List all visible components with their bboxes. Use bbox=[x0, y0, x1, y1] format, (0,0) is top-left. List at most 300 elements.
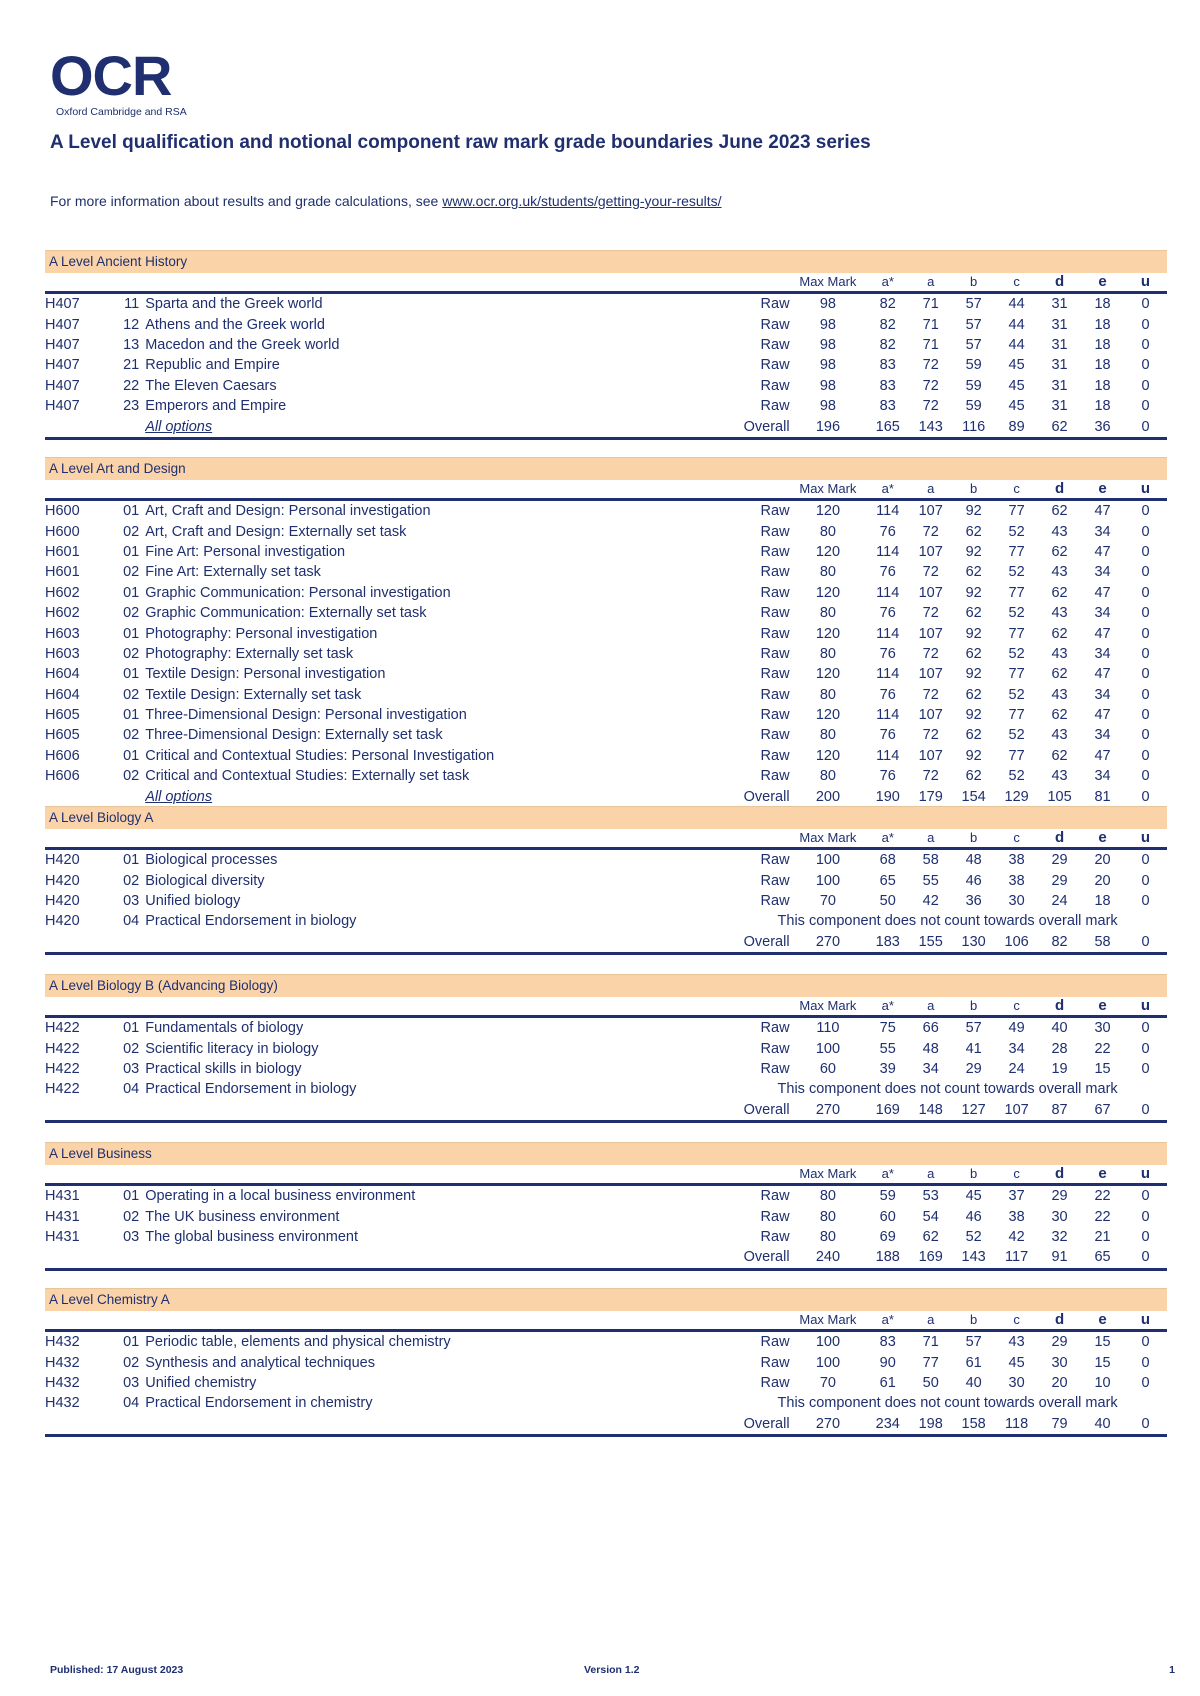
table-row bbox=[45, 1393, 1167, 1413]
table-row bbox=[45, 911, 1167, 931]
overall-row bbox=[45, 932, 1167, 954]
grade-table bbox=[45, 480, 1167, 810]
max-mark-value: 70 bbox=[819, 1374, 836, 1391]
overall-label: Overall bbox=[728, 1247, 789, 1269]
overall-grade-value: 107 bbox=[995, 1100, 1038, 1122]
header-spacer bbox=[117, 829, 146, 849]
mark-type: Raw bbox=[760, 605, 790, 622]
grade-header: a* bbox=[866, 1311, 909, 1331]
footer bbox=[50, 1664, 1175, 1676]
table-row bbox=[45, 705, 1167, 725]
grade-table bbox=[45, 997, 1167, 1123]
qualification-code: H601 bbox=[45, 564, 80, 581]
grade-boundary-value: 107 bbox=[918, 666, 943, 683]
grade-boundary-value: 114 bbox=[876, 707, 900, 724]
grade-boundary-value: 48 bbox=[922, 1040, 939, 1057]
overall-spacer bbox=[117, 1100, 146, 1122]
grade-table bbox=[45, 829, 1167, 955]
header-spacer bbox=[728, 1165, 789, 1185]
qualification-code: H422 bbox=[45, 1020, 80, 1037]
qualification-code: H407 bbox=[45, 316, 80, 333]
component-name: Periodic table, elements and physical chemistry bbox=[145, 1334, 451, 1351]
overall-spacer bbox=[45, 1247, 117, 1269]
overall-label: Overall bbox=[728, 786, 789, 808]
table-row bbox=[45, 542, 1167, 562]
grade-boundary-value: 57 bbox=[965, 296, 982, 313]
page-title: A Level qualification and notional component raw mark grade boundaries June 2023 series bbox=[50, 132, 871, 153]
component-name: Practical skills in biology bbox=[145, 1060, 302, 1077]
grade-boundary-value: 65 bbox=[879, 872, 896, 889]
grade-boundary-value: 59 bbox=[965, 357, 982, 374]
section-title: A Level Business bbox=[45, 1142, 1167, 1165]
component-name: Athens and the Greek world bbox=[145, 316, 325, 333]
mark-type: Raw bbox=[760, 625, 790, 642]
qualification-code: H407 bbox=[45, 398, 80, 415]
mark-type: Raw bbox=[760, 1228, 790, 1245]
max-mark-value: 120 bbox=[815, 707, 841, 724]
overall-grade-value: 81 bbox=[1081, 786, 1124, 808]
grade-boundary-value: 0 bbox=[1141, 872, 1150, 889]
component-number: 01 bbox=[123, 584, 140, 601]
component-name: The global business environment bbox=[145, 1228, 359, 1245]
grade-boundary-value: 43 bbox=[1051, 768, 1068, 785]
table-row bbox=[45, 746, 1167, 766]
version-label: Version 1.2 bbox=[584, 1664, 640, 1676]
grade-boundary-value: 72 bbox=[922, 686, 939, 703]
intro-label: For more information about results and grade calculations, see bbox=[50, 193, 443, 209]
max-mark-value: 98 bbox=[819, 398, 836, 415]
grade-boundary-value: 45 bbox=[965, 1188, 982, 1205]
max-mark-value: 98 bbox=[819, 357, 836, 374]
grade-section bbox=[45, 457, 1167, 810]
header-spacer bbox=[145, 1311, 728, 1331]
table-row bbox=[45, 664, 1167, 684]
mark-type: Raw bbox=[760, 1060, 790, 1077]
component-name: The Eleven Caesars bbox=[145, 377, 277, 394]
grade-boundary-value: 28 bbox=[1051, 1040, 1068, 1057]
grade-boundary-value: 44 bbox=[1008, 336, 1025, 353]
grade-boundary-value: 76 bbox=[879, 768, 896, 785]
grade-boundary-value: 57 bbox=[965, 1334, 982, 1351]
grade-header: u bbox=[1124, 829, 1167, 849]
table-row bbox=[45, 766, 1167, 786]
overall-max-mark: 196 bbox=[790, 416, 867, 438]
overall-grade-value: 198 bbox=[909, 1414, 952, 1436]
grade-boundary-value: 0 bbox=[1141, 747, 1150, 764]
table-row bbox=[45, 1185, 1167, 1207]
grade-boundary-value: 0 bbox=[1141, 892, 1150, 909]
grade-boundary-value: 62 bbox=[965, 645, 982, 662]
grade-boundary-value: 43 bbox=[1051, 645, 1068, 662]
grade-boundary-value: 0 bbox=[1141, 398, 1150, 415]
grade-boundary-value: 47 bbox=[1094, 666, 1111, 683]
overall-label: Overall bbox=[728, 416, 789, 438]
max-mark-header: Max Mark bbox=[790, 1311, 867, 1331]
grade-boundary-value: 76 bbox=[879, 645, 896, 662]
component-number: 02 bbox=[123, 1354, 140, 1371]
grade-boundary-value: 92 bbox=[965, 503, 982, 520]
grade-header: u bbox=[1124, 273, 1167, 293]
grade-header: e bbox=[1081, 273, 1124, 293]
grade-boundary-value: 43 bbox=[1051, 727, 1068, 744]
overall-spacer bbox=[45, 1414, 117, 1436]
grade-boundary-value: 71 bbox=[922, 336, 939, 353]
qualification-code: H602 bbox=[45, 584, 80, 601]
overall-grade-value: 87 bbox=[1038, 1100, 1081, 1122]
results-link[interactable]: www.ocr.org.uk/students/getting-your-results/ bbox=[442, 193, 722, 209]
header-spacer bbox=[728, 480, 789, 500]
header-row bbox=[45, 273, 1167, 293]
grade-boundary-value: 62 bbox=[965, 727, 982, 744]
grade-boundary-value: 21 bbox=[1094, 1228, 1111, 1245]
overall-grade-value: 0 bbox=[1124, 416, 1167, 438]
grade-boundary-value: 34 bbox=[1094, 686, 1111, 703]
grade-boundary-value: 77 bbox=[1008, 625, 1025, 642]
overall-max-mark: 270 bbox=[790, 1414, 867, 1436]
grade-boundary-value: 0 bbox=[1141, 316, 1150, 333]
max-mark-value: 120 bbox=[815, 503, 841, 520]
header-spacer bbox=[728, 273, 789, 293]
grade-boundary-value: 72 bbox=[922, 523, 939, 540]
overall-grade-value: 0 bbox=[1124, 1100, 1167, 1122]
grade-header: u bbox=[1124, 1311, 1167, 1331]
grade-boundary-value: 32 bbox=[1051, 1228, 1068, 1245]
component-number: 03 bbox=[123, 1374, 140, 1391]
grade-boundary-value: 55 bbox=[879, 1040, 896, 1057]
grade-boundary-value: 44 bbox=[1008, 316, 1025, 333]
page-number: 1 bbox=[1169, 1664, 1175, 1676]
qualification-code: H601 bbox=[45, 543, 80, 560]
overall-grade-value: 154 bbox=[952, 786, 995, 808]
grade-boundary-value: 0 bbox=[1141, 377, 1150, 394]
grade-boundary-value: 72 bbox=[922, 564, 939, 581]
table-row bbox=[45, 1017, 1167, 1039]
grade-boundary-value: 24 bbox=[1051, 892, 1068, 909]
overall-grade-value: 129 bbox=[995, 786, 1038, 808]
mark-type: Raw bbox=[760, 1334, 790, 1351]
grade-boundary-value: 57 bbox=[965, 1020, 982, 1037]
component-number: 22 bbox=[123, 377, 140, 394]
header-spacer bbox=[117, 997, 146, 1017]
header-spacer bbox=[728, 997, 789, 1017]
table-row bbox=[45, 725, 1167, 745]
grade-boundary-value: 0 bbox=[1141, 666, 1150, 683]
header-row bbox=[45, 1165, 1167, 1185]
grade-header: d bbox=[1038, 1311, 1081, 1331]
component-note: This component does not count towards overall mark bbox=[777, 913, 1118, 930]
grade-boundary-value: 72 bbox=[922, 377, 939, 394]
grade-boundary-value: 39 bbox=[879, 1060, 896, 1077]
overall-grade-value: 190 bbox=[866, 786, 909, 808]
max-mark-value: 120 bbox=[815, 584, 841, 601]
grade-boundary-value: 31 bbox=[1051, 357, 1068, 374]
grade-header: b bbox=[952, 273, 995, 293]
grade-boundary-value: 54 bbox=[922, 1208, 939, 1225]
grade-boundary-value: 0 bbox=[1141, 645, 1150, 662]
component-number: 01 bbox=[123, 1334, 140, 1351]
grade-boundary-value: 20 bbox=[1094, 852, 1111, 869]
grade-boundary-value: 66 bbox=[922, 1020, 939, 1037]
max-mark-value: 98 bbox=[819, 377, 836, 394]
qualification-code: H600 bbox=[45, 503, 80, 520]
grade-header: a bbox=[909, 1165, 952, 1185]
grade-header: e bbox=[1081, 480, 1124, 500]
grade-boundary-value: 52 bbox=[1008, 645, 1025, 662]
header-spacer bbox=[45, 1165, 117, 1185]
mark-type: Raw bbox=[760, 1354, 790, 1371]
grade-boundary-value: 82 bbox=[879, 296, 896, 313]
grade-boundary-value: 0 bbox=[1141, 727, 1150, 744]
grade-header: d bbox=[1038, 1165, 1081, 1185]
grade-boundary-value: 62 bbox=[965, 768, 982, 785]
grade-header: b bbox=[952, 480, 995, 500]
grade-header: b bbox=[952, 1311, 995, 1331]
qualification-code: H604 bbox=[45, 686, 80, 703]
max-mark-value: 80 bbox=[819, 727, 836, 744]
grade-boundary-value: 34 bbox=[1094, 727, 1111, 744]
grade-boundary-value: 48 bbox=[965, 852, 982, 869]
grade-boundary-value: 44 bbox=[1008, 296, 1025, 313]
mark-type: Raw bbox=[760, 872, 790, 889]
component-number: 02 bbox=[123, 645, 140, 662]
grade-boundary-value: 92 bbox=[965, 584, 982, 601]
grade-boundary-value: 77 bbox=[1008, 707, 1025, 724]
qualification-code: H603 bbox=[45, 625, 80, 642]
grade-boundary-value: 62 bbox=[965, 686, 982, 703]
grade-boundary-value: 55 bbox=[922, 872, 939, 889]
qualification-code: H606 bbox=[45, 768, 80, 785]
grade-boundary-value: 72 bbox=[922, 357, 939, 374]
overall-grade-value: 58 bbox=[1081, 932, 1124, 954]
grade-boundary-value: 0 bbox=[1141, 1208, 1150, 1225]
grade-boundary-value: 62 bbox=[965, 523, 982, 540]
grade-boundary-value: 52 bbox=[1008, 727, 1025, 744]
table-row bbox=[45, 1373, 1167, 1393]
grade-boundary-value: 77 bbox=[1008, 584, 1025, 601]
grade-table bbox=[45, 1311, 1167, 1437]
grade-boundary-value: 114 bbox=[876, 625, 900, 642]
grade-boundary-value: 18 bbox=[1094, 398, 1111, 415]
grade-boundary-value: 83 bbox=[879, 1334, 896, 1351]
component-name: Biological diversity bbox=[145, 872, 265, 889]
grade-section bbox=[45, 1288, 1167, 1437]
component-number: 02 bbox=[123, 1040, 140, 1057]
component-name: Textile Design: Externally set task bbox=[145, 686, 362, 703]
qualification-code: H407 bbox=[45, 357, 80, 374]
grade-boundary-value: 61 bbox=[965, 1354, 982, 1371]
table-row bbox=[45, 1352, 1167, 1372]
grade-boundary-value: 71 bbox=[922, 1334, 939, 1351]
overall-grade-value: 158 bbox=[952, 1414, 995, 1436]
table-row bbox=[45, 314, 1167, 334]
overall-spacer bbox=[117, 1247, 146, 1269]
grade-section bbox=[45, 250, 1167, 440]
max-mark-value: 80 bbox=[819, 1228, 836, 1245]
grade-boundary-value: 62 bbox=[1051, 503, 1068, 520]
overall-grade-value: 117 bbox=[995, 1247, 1038, 1269]
component-number: 12 bbox=[123, 316, 140, 333]
grade-boundary-value: 82 bbox=[879, 336, 896, 353]
max-mark-header: Max Mark bbox=[790, 829, 867, 849]
table-row bbox=[45, 521, 1167, 541]
grade-boundary-value: 72 bbox=[922, 398, 939, 415]
component-number: 01 bbox=[123, 707, 140, 724]
section-title: A Level Biology A bbox=[45, 806, 1167, 829]
header-spacer bbox=[145, 1165, 728, 1185]
grade-boundary-value: 107 bbox=[918, 543, 943, 560]
overall-grade-value: 116 bbox=[952, 416, 995, 438]
mark-type: Raw bbox=[760, 584, 790, 601]
qualification-code: H432 bbox=[45, 1334, 80, 1351]
qualification-code: H604 bbox=[45, 666, 80, 683]
grade-boundary-value: 40 bbox=[965, 1374, 982, 1391]
max-mark-header: Max Mark bbox=[790, 273, 867, 293]
table-row bbox=[45, 376, 1167, 396]
overall-grade-value: 36 bbox=[1081, 416, 1124, 438]
overall-grade-value: 0 bbox=[1124, 932, 1167, 954]
grade-boundary-value: 22 bbox=[1094, 1188, 1111, 1205]
grade-header: a bbox=[909, 1311, 952, 1331]
component-number: 04 bbox=[123, 1395, 140, 1412]
intro-text bbox=[50, 193, 722, 209]
grade-header: d bbox=[1038, 829, 1081, 849]
grade-boundary-value: 22 bbox=[1094, 1040, 1111, 1057]
grade-boundary-value: 41 bbox=[965, 1040, 982, 1057]
grade-boundary-value: 57 bbox=[965, 316, 982, 333]
grade-boundary-value: 34 bbox=[1094, 768, 1111, 785]
max-mark-value: 98 bbox=[819, 336, 836, 353]
qualification-code: H432 bbox=[45, 1354, 80, 1371]
max-mark-value: 100 bbox=[815, 1040, 841, 1057]
grade-boundary-value: 114 bbox=[876, 584, 900, 601]
grade-boundary-value: 18 bbox=[1094, 357, 1111, 374]
table-row bbox=[45, 293, 1167, 315]
grade-header: c bbox=[995, 480, 1038, 500]
component-name: Art, Craft and Design: Externally set task bbox=[145, 523, 407, 540]
component-number: 01 bbox=[123, 1020, 140, 1037]
mark-type: Raw bbox=[760, 1208, 790, 1225]
component-name: Critical and Contextual Studies: Externally set task bbox=[145, 768, 470, 785]
mark-type: Raw bbox=[760, 727, 790, 744]
component-name: Republic and Empire bbox=[145, 357, 280, 374]
grade-boundary-value: 62 bbox=[1051, 707, 1068, 724]
overall-grade-value: 0 bbox=[1124, 786, 1167, 808]
grade-header: a* bbox=[866, 1165, 909, 1185]
grade-boundary-value: 57 bbox=[965, 336, 982, 353]
grade-boundary-value: 62 bbox=[965, 605, 982, 622]
all-options-label bbox=[145, 1100, 728, 1122]
grade-boundary-value: 72 bbox=[922, 645, 939, 662]
mark-type: Raw bbox=[760, 503, 790, 520]
grade-boundary-value: 62 bbox=[1051, 747, 1068, 764]
header-row bbox=[45, 997, 1167, 1017]
grade-boundary-value: 49 bbox=[1008, 1020, 1025, 1037]
grade-boundary-value: 15 bbox=[1094, 1334, 1111, 1351]
grade-boundary-value: 47 bbox=[1094, 625, 1111, 642]
overall-spacer bbox=[45, 932, 117, 954]
component-number: 02 bbox=[123, 727, 140, 744]
grade-boundary-value: 15 bbox=[1094, 1060, 1111, 1077]
table-row bbox=[45, 562, 1167, 582]
max-mark-value: 120 bbox=[815, 625, 841, 642]
overall-label: Overall bbox=[728, 1414, 789, 1436]
overall-max-mark: 200 bbox=[790, 786, 867, 808]
overall-grade-value: 82 bbox=[1038, 932, 1081, 954]
qualification-code: H602 bbox=[45, 605, 80, 622]
qualification-code: H605 bbox=[45, 707, 80, 724]
component-name: Practical Endorsement in biology bbox=[145, 1081, 357, 1098]
grade-boundary-value: 0 bbox=[1141, 1040, 1150, 1057]
grade-boundary-value: 52 bbox=[1008, 605, 1025, 622]
qualification-code: H432 bbox=[45, 1374, 80, 1391]
table-row bbox=[45, 396, 1167, 416]
qualification-code: H420 bbox=[45, 852, 80, 869]
published-date: Published: 17 August 2023 bbox=[50, 1664, 184, 1676]
grade-boundary-value: 58 bbox=[922, 852, 939, 869]
component-number: 02 bbox=[123, 768, 140, 785]
component-name: Photography: Personal investigation bbox=[145, 625, 378, 642]
grade-boundary-value: 114 bbox=[876, 666, 900, 683]
component-number: 21 bbox=[123, 357, 140, 374]
grade-boundary-value: 0 bbox=[1141, 564, 1150, 581]
component-name: Biological processes bbox=[145, 852, 278, 869]
qualification-code: H420 bbox=[45, 913, 80, 930]
grade-boundary-value: 18 bbox=[1094, 336, 1111, 353]
overall-grade-value: 65 bbox=[1081, 1247, 1124, 1269]
table-row bbox=[45, 644, 1167, 664]
grade-header: e bbox=[1081, 1165, 1124, 1185]
grade-boundary-value: 83 bbox=[879, 357, 896, 374]
grade-header: e bbox=[1081, 997, 1124, 1017]
header-spacer bbox=[117, 1311, 146, 1331]
grade-boundary-value: 47 bbox=[1094, 747, 1111, 764]
grade-header: b bbox=[952, 1165, 995, 1185]
overall-grade-value: 62 bbox=[1038, 416, 1081, 438]
overall-label: Overall bbox=[728, 932, 789, 954]
grade-boundary-value: 30 bbox=[1008, 892, 1025, 909]
grade-boundary-value: 107 bbox=[918, 625, 943, 642]
grade-boundary-value: 10 bbox=[1094, 1374, 1111, 1391]
component-number: 23 bbox=[123, 398, 140, 415]
ocr-logo bbox=[50, 44, 230, 118]
grade-boundary-value: 31 bbox=[1051, 296, 1068, 313]
grade-boundary-value: 29 bbox=[1051, 872, 1068, 889]
overall-grade-value: 105 bbox=[1038, 786, 1081, 808]
mark-type: Raw bbox=[760, 1020, 790, 1037]
max-mark-value: 100 bbox=[815, 852, 841, 869]
overall-max-mark: 240 bbox=[790, 1247, 867, 1269]
grade-boundary-value: 92 bbox=[965, 707, 982, 724]
qualification-code: H605 bbox=[45, 727, 80, 744]
grade-boundary-value: 18 bbox=[1094, 296, 1111, 313]
grade-boundary-value: 0 bbox=[1141, 1020, 1150, 1037]
max-mark-value: 80 bbox=[819, 1208, 836, 1225]
max-mark-value: 98 bbox=[819, 296, 836, 313]
max-mark-value: 80 bbox=[819, 605, 836, 622]
component-name: Critical and Contextual Studies: Personal Investigation bbox=[145, 747, 495, 764]
mark-type: Raw bbox=[760, 398, 790, 415]
grade-boundary-value: 62 bbox=[1051, 666, 1068, 683]
grade-boundary-value: 20 bbox=[1051, 1374, 1068, 1391]
grade-boundary-value: 0 bbox=[1141, 1228, 1150, 1245]
component-number: 01 bbox=[123, 625, 140, 642]
grade-boundary-value: 52 bbox=[1008, 686, 1025, 703]
component-name: Unified chemistry bbox=[145, 1374, 257, 1391]
component-number: 02 bbox=[123, 686, 140, 703]
grade-boundary-value: 18 bbox=[1094, 377, 1111, 394]
component-number: 02 bbox=[123, 564, 140, 581]
max-mark-value: 80 bbox=[819, 686, 836, 703]
